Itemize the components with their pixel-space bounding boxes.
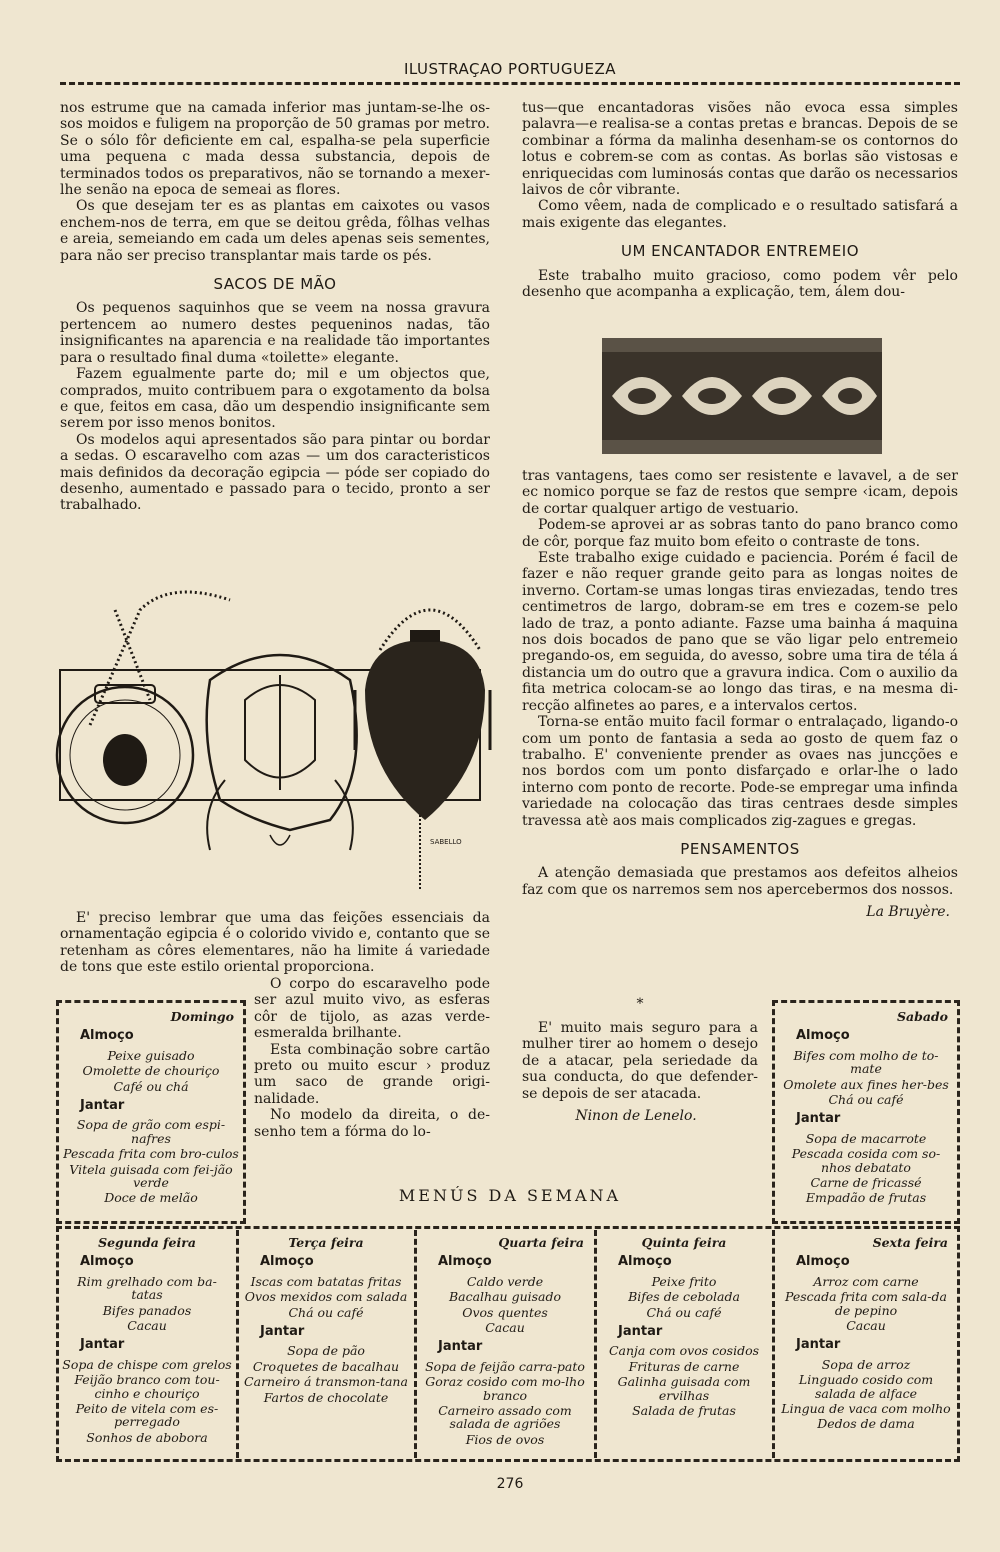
menu-day: Sabado bbox=[896, 1009, 948, 1024]
left-after-illustration bbox=[60, 910, 490, 976]
menu-dish: Empadão de frutas bbox=[805, 1190, 927, 1206]
lace-insertion-illustration bbox=[602, 338, 882, 454]
menu-dish: Sopa de chispe com grelos bbox=[62, 1356, 232, 1372]
paragraph: Os pequenos saquinhos que se veem na nossa gravura pertencem ao numero destes pequeninos nadas, tão insignificantes na aparencia e na realidade tão importantes para o resultado final duma «toilette» elegante. bbox=[60, 300, 490, 366]
menu-dish: Pescada frita com bro-culos bbox=[63, 1146, 239, 1162]
right-column-continued bbox=[522, 468, 958, 921]
menu-dish: Sonhos de abobora bbox=[86, 1429, 208, 1445]
quote-author: La Bruyère. bbox=[866, 904, 950, 921]
paragraph: No modelo da direita, o desenho tem a fórma do lo- bbox=[254, 1107, 490, 1140]
menu-dish: Cacau bbox=[485, 1320, 525, 1336]
menu-quarta bbox=[420, 1232, 590, 1448]
quote: A atenção demasiada que prestamos aos defeitos alheios faz com que os narremos sem nos apercebermos dos nossos. bbox=[522, 865, 958, 898]
left-column bbox=[60, 100, 490, 514]
menu-meal-label: Jantar bbox=[618, 1324, 663, 1340]
menu-dish: Sopa de grão com espi-nafres bbox=[76, 1117, 226, 1146]
menu-dish: Pescada frita com sala-da de pepino bbox=[785, 1289, 947, 1318]
menu-dish: Fartos de chocolate bbox=[263, 1389, 389, 1405]
right-column bbox=[522, 100, 958, 300]
paragraph: O corpo do escaravelho pode ser azul muito vivo, as esferas côr de tijolo, as azas verde-esmeralda brilhante. bbox=[254, 976, 490, 1042]
menu-segunda bbox=[62, 1232, 232, 1446]
paragraph: Este trabalho exige cuidado e paciencia. Porém é facil de fazer e não requer grande geito para as longas noites de inverno. Cortam-se umas longas tiras enviezadas, tendo tres centimetros de largo, dobram-se em tres e cozem-se pelo lado de traz, a ponto adiante. Fazse uma bainha á maquina nos dois bocados de pano que se vão ligar pelo entremeio pregando-os, em seguida, do avesso, sobre uma tira de téla á distancia um do outro que a gravura indica. Com o auxilio da fita metrica colocam-se ao longo das tiras, e na mesma direcção alfinetes ao pares, e a intervalos certos. bbox=[522, 550, 958, 714]
menu-dish: Chá ou café bbox=[288, 1304, 364, 1320]
menu-dish: Rim grelhado com ba-tatas bbox=[77, 1273, 217, 1303]
menu-meal-label: Jantar bbox=[80, 1098, 125, 1114]
menu-dish: Bifes panados bbox=[102, 1302, 192, 1318]
menu-dish: Carneiro assado com salada de agriões bbox=[438, 1403, 572, 1432]
menu-dish: Croquetes de bacalhau bbox=[252, 1358, 400, 1374]
menu-meal-label: Jantar bbox=[80, 1337, 125, 1353]
quote-author: Ninon de Lenelo. bbox=[575, 1108, 697, 1125]
menu-dish: Arroz com carne bbox=[813, 1273, 919, 1289]
section-heading-sacos: SACOS DE MÃO bbox=[213, 275, 337, 294]
paragraph: Esta combinação sobre cartão preto ou muito escur › produz um saco de grande originalidade. bbox=[254, 1041, 490, 1107]
menu-meal-label: Almoço bbox=[796, 1254, 850, 1270]
menu-dish: Feijão branco com tou-cinho e chouriço bbox=[74, 1372, 220, 1401]
paragraph: Os que desejam ter es as plantas em caixotes ou vasos enchem-nos de terra, em que se deitou grêda, fôlhas velhas e areia, semeiando em cada um deles apenas seis sementes, para não ser preciso transplantar mais tarde os pés. bbox=[60, 198, 490, 264]
menu-meal-label: Jantar bbox=[796, 1111, 841, 1127]
menu-dish: Ovos quentes bbox=[462, 1304, 548, 1320]
menu-dish: Bacalhau guisado bbox=[448, 1289, 562, 1305]
menu-quinta bbox=[600, 1232, 768, 1419]
menu-separator bbox=[772, 1230, 775, 1458]
menu-separator bbox=[236, 1230, 239, 1458]
menu-dish: Ovos mexidos com salada bbox=[244, 1289, 408, 1305]
paragraph: Fazem egualmente parte do; mil e um objectos que, comprados, muito contribuem para o exgotamento da bolsa e que, feitos em casa, dão um despendio insignificante sem serem por isso menos bonitos. bbox=[60, 366, 490, 432]
menu-day: Quinta feira bbox=[641, 1235, 727, 1250]
menu-dish: Café ou chá bbox=[113, 1078, 189, 1094]
menu-sexta bbox=[778, 1232, 954, 1433]
paragraph: E' preciso lembrar que uma das feições essenciais da ornamentação egipcia é o colorido vivido e, contanto que se retenham as côres elementares, não ha limite á variedade de tons que este estilo oriental proporciona. bbox=[60, 910, 490, 976]
menu-dish: Carne de fricassé bbox=[810, 1175, 922, 1191]
menu-dish: Sopa de macarrote bbox=[805, 1130, 927, 1146]
menu-dish: Bifes com molho de to-mate bbox=[793, 1047, 939, 1077]
menu-dish: Linguado cosido com salada de alface bbox=[798, 1372, 934, 1401]
menu-dish: Canja com ovos cosidos bbox=[608, 1343, 760, 1359]
section-heading-entremeio: UM ENCANTADOR ENTREMEIO bbox=[620, 242, 860, 261]
menu-dish: Cacau bbox=[846, 1318, 886, 1334]
menu-meal-label: Almoço bbox=[796, 1028, 850, 1044]
menu-dish: Salada de frutas bbox=[632, 1403, 736, 1419]
paragraph: Os modelos aqui apresentados são para pintar ou bordar a sedas. O escaravelho com azas — um dos caracteristicos mais definidos da decoração egipcia — póde ser copiado do desenho, aumentado e passado para o tecido, pronto a ser trabalhado. bbox=[60, 431, 490, 514]
header-rule bbox=[60, 82, 960, 85]
menu-day: Segunda feira bbox=[98, 1235, 196, 1250]
menu-dish: Chá ou café bbox=[828, 1092, 904, 1108]
menu-dish: Cacau bbox=[127, 1318, 167, 1334]
menu-meal-label: Almoço bbox=[618, 1254, 672, 1270]
menu-domingo bbox=[62, 1006, 240, 1207]
menu-dish: Caldo verde bbox=[466, 1273, 544, 1289]
menu-dish: Sopa de feijão carra-pato bbox=[425, 1358, 585, 1374]
paragraph: tras vantagens, taes como ser resistente e lavavel, a de ser ec nomico porque se faz de restos que sempre ‹icam, depois de cortar qualquer artigo de vestuario. bbox=[522, 468, 958, 517]
menu-day: Terça feira bbox=[288, 1235, 364, 1250]
menu-dish: Vitela guisada com fei-jão verde bbox=[69, 1161, 233, 1191]
menu-dish: Fios de ovos bbox=[465, 1431, 545, 1447]
menu-meal-label: Jantar bbox=[260, 1324, 305, 1340]
menu-separator bbox=[594, 1230, 597, 1458]
menu-dish: Omolette de chouriço bbox=[82, 1063, 220, 1079]
paragraph: tus—que encantadoras visões não evoca essa simples palavra—e realisa-se a contas pretas e brancas. Depois de se combinar a fórma da malinha desenham-se os contornos do lotus e cobrem-se com as contas. As borlas são vistosas e enriquecidas com luminosás contas que darão os necessarios laivos de côr vibrante. bbox=[522, 100, 958, 199]
menu-dish: Carneiro á transmon-tana bbox=[244, 1374, 408, 1390]
handbags-illustration bbox=[50, 570, 500, 900]
menu-meal-label: Almoço bbox=[260, 1254, 314, 1270]
paragraph: Como vêem, nada de complicado e o resultado satisfará a mais exigente das elegantes. bbox=[522, 198, 958, 231]
menu-dish: Galinha guisada com ervilhas bbox=[617, 1374, 751, 1403]
menu-dish: Sopa de arroz bbox=[821, 1356, 911, 1372]
menu-dish: Doce de melão bbox=[104, 1190, 198, 1206]
section-heading-pensamentos: PENSAMENTOS bbox=[680, 839, 800, 858]
menu-dish: Chá ou café bbox=[646, 1304, 722, 1320]
menu-day: Sexta feira bbox=[872, 1235, 948, 1250]
menu-meal-label: Almoço bbox=[438, 1254, 492, 1270]
star-divider: * bbox=[636, 996, 644, 1012]
menu-dish: Goraz cosido com mo-lho branco bbox=[425, 1374, 585, 1403]
quote: E' muito mais seguro para a mulher tirer ao homem o desejo de a atacar, pela seriedade da sua conducta, do que defender-se depois de ser atacada. bbox=[522, 1020, 758, 1102]
menu-dish: Dedos de dama bbox=[817, 1416, 915, 1432]
menu-dish: Bifes de cebolada bbox=[628, 1289, 740, 1305]
menu-dish: Sopa de pão bbox=[287, 1343, 365, 1359]
paragraph: Podem-se aprovei ar as sobras tanto do pano branco como de côr, porque faz muito bom efeito o contraste de tons. bbox=[522, 517, 958, 550]
menu-dish: Lingua de vaca com molho bbox=[781, 1401, 951, 1417]
menu-dish: Omolete aux fines her-bes bbox=[783, 1076, 949, 1092]
menu-meal-label: Jantar bbox=[796, 1337, 841, 1353]
menu-sabado bbox=[778, 1006, 954, 1207]
menu-dish: Iscas com batatas fritas bbox=[250, 1273, 402, 1289]
left-mid-column bbox=[254, 976, 490, 1140]
menu-meal-label: Almoço bbox=[80, 1028, 134, 1044]
menus-title: MENÚS DA SEMANA bbox=[398, 1186, 622, 1205]
menu-dish: Peito de vitela com es-perregado bbox=[75, 1401, 219, 1430]
page-header: ILUSTRAÇAO PORTUGUEZA bbox=[404, 60, 616, 78]
illustration-signature: SABELLO bbox=[430, 838, 462, 846]
menu-dish: Peixe frito bbox=[651, 1273, 717, 1289]
paragraph: Torna-se então muito facil formar o entralaçado, ligando-o com um ponto de fantasia a seda ao gosto de quem faz o trabalho. E' conveniente prender as ovaes nas juncções e nos bordos com um ponto disfarçado e orlar-lhe o lado interno com ponto de recorte. Pode-se empregar uma infinda variedade na colocação das tiras centraes desde simples travessa atè aos mais complicados zig-zagues e gregas. bbox=[522, 714, 958, 829]
menu-day: Quarta feira bbox=[498, 1235, 584, 1250]
menu-dish: Frituras de carne bbox=[628, 1358, 740, 1374]
paragraph: Este trabalho muito gracioso, como podem vêr pelo desenho que acompanha a explicação, tem, álem dou- bbox=[522, 267, 958, 301]
page-number: 276 bbox=[496, 1476, 524, 1492]
menu-dish: Peixe guisado bbox=[107, 1047, 195, 1063]
menu-meal-label: Almoço bbox=[80, 1254, 134, 1270]
menu-separator bbox=[414, 1230, 417, 1458]
paragraph: nos estrume que na camada inferior mas juntam-se-lhe ossos moidos e fuligem na proporção de 50 gramas por metro. Se o sólo fôr deficiente em cal, espalha-se pela superficie uma pequena c mada dessa substancia, depois de terminados todos os preparativos, não se tornando a mexer-lhe senão na epoca de semeai as flores. bbox=[60, 100, 490, 199]
quote-ninon bbox=[522, 1020, 758, 1124]
menu-meal-label: Jantar bbox=[438, 1339, 483, 1355]
menu-day: Domingo bbox=[170, 1009, 234, 1024]
menu-dish: Pescada cosida com so-nhos debatato bbox=[791, 1146, 941, 1175]
menu-terca bbox=[242, 1232, 410, 1406]
